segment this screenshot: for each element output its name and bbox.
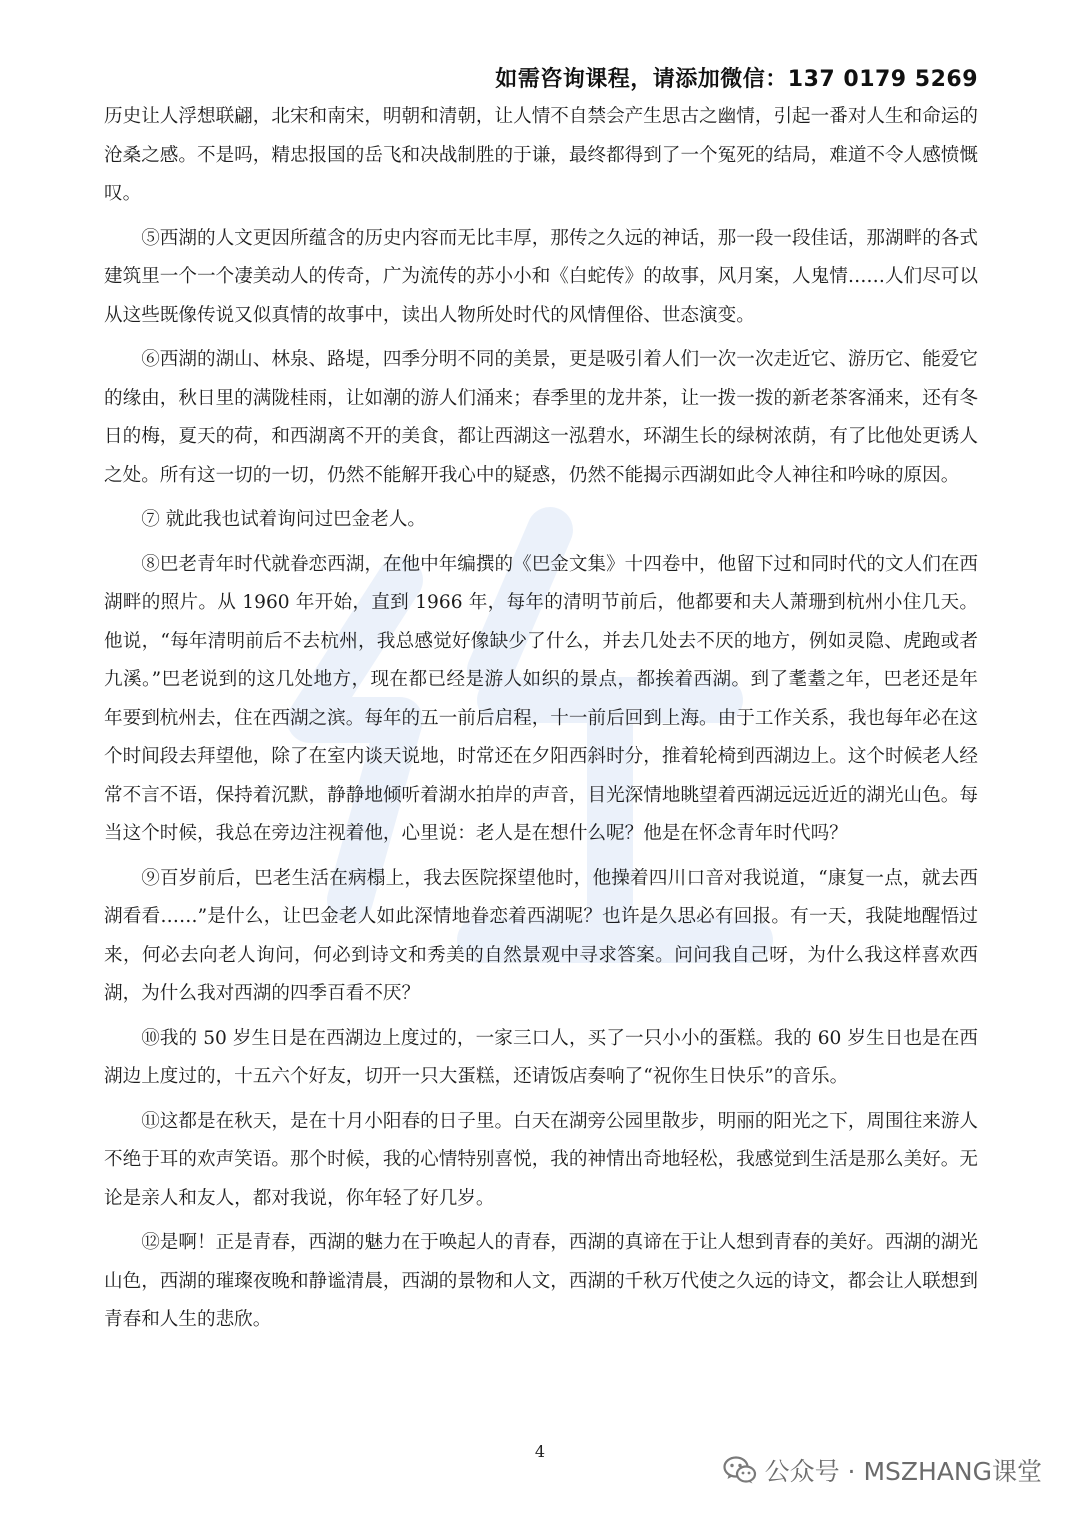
paragraph-11: ⑪这都是在秋天，是在十月小阳春的日子里。白天在湖旁公园里散步，明丽的阳光之下，周围往来游人不绝于耳的欢声笑语。那个时候，我的心情特别喜悦，我的神情出奇地轻松，我感觉到生活是那么美好。无论是亲人和友人，都对我说，你年轻了好几岁。 <box>104 1110 978 1209</box>
paragraph-12: ⑫是啊！正是青春，西湖的魅力在于唤起人的青春，西湖的真谛在于让人想到青春的美好。西湖的湖光山色，西湖的璀璨夜晚和静谧清晨，西湖的景物和人文，西湖的千秋万代使之久远的诗文，都会让人联想到青春和人生的悲欣。 <box>104 1232 978 1330</box>
article-body <box>104 98 978 1346</box>
paragraph-6: ⑥西湖的湖山、林泉、路堤，四季分明不同的美景，更是吸引着人们一次一次走近它、游历它、能爱它的缘由，秋日里的满陇桂雨，让如潮的游人们涌来；春季里的龙井茶，让一拨一拨的新老茶客涌来，还有冬日的梅，夏天的荷，和西湖离不开的美食，都让西湖这一泓碧水，环湖生长的绿树浓荫，有了比他处更诱人之处。所有这一切的一切，仍然不能解开我心中的疑惑，仍然不能揭示西湖如此令人神往和吟咏的原因。 <box>104 349 978 486</box>
footer-brand <box>723 1452 1042 1488</box>
paragraph-8: ⑧巴老青年时代就眷恋西湖，在他中年编撰的《巴金文集》十四卷中，他留下过和同时代的文人们在西湖畔的照片。从 1960 年开始，直到 1966 年，每年的清明节前后，他都要和夫人萧珊到杭州小住几天。他说，“每年清明前后不去杭州，我总感觉好像缺少了什么，并去几处去不厌的地方，例如灵隐、虎跑或者九溪。”巴老说到的这几处地方，现在都已经是游人如织的景点，都挨着西湖。到了耄耋之年，巴老还是年年要到杭州去，住在西湖之滨。每年的五一前后启程，十一前后回到上海。由于工作关系，我也每年必在这个时间段去拜望他，除了在室内谈天说地，时常还在夕阳西斜时分，推着轮椅到西湖边上。这个时候老人经常不言不语，保持着沉默，静静地倾听着湖水拍岸的声音，目光深情地眺望着西湖远远近近的湖光山色。每当这个时候，我总在旁边注视着他，心里说：老人是在想什么呢？他是在怀念青年时代吗？ <box>104 553 978 844</box>
page-number: 4 <box>534 1442 546 1461</box>
footer-brand-label: 公众号 · MSZHANG课堂 <box>764 1457 1042 1486</box>
paragraph-9: ⑨百岁前后，巴老生活在病榻上，我去医院探望他时，他操着四川口音对我说道，“康复一点，就去西湖看看……”是什么，让巴金老人如此深情地眷恋着西湖呢？也许是久思必有回报。有一天，我陡地醒悟过来，何必去向老人询问，何必到诗文和秀美的自然景观中寻求答案。问问我自己呀，为什么我这样喜欢西湖，为什么我对西湖的四季百看不厌？ <box>104 867 978 1004</box>
wechat-icon <box>723 1455 757 1485</box>
paragraph-continuation: 历史让人浮想联翩，北宋和南宋，明朝和清朝，让人情不自禁会产生思古之幽情，引起一番对人生和命运的沧桑之感。不是吗，精忠报国的岳飞和决战制胜的于谦，最终都得到了一个冤死的结局，难道不令人感愤慨叹。 <box>104 106 978 204</box>
paragraph-7: ⑦ 就此我也试着询问过巴金老人。 <box>141 509 427 530</box>
header-contact: 如需咨询课程，请添加微信：137 0179 5269 <box>495 67 978 92</box>
paragraph-10: ⑩我的 50 岁生日是在西湖边上度过的，一家三口人，买了一只小小的蛋糕。我的 60 岁生日也是在西湖边上度过的，十五六个好友，切开一只大蛋糕，还请饭店奏响了“祝你生日快乐”的音乐。 <box>104 1027 978 1087</box>
paragraph-5: ⑤西湖的人文更因所蕴含的历史内容而无比丰厚，那传之久远的神话，那一段一段佳话，那湖畔的各式建筑里一个一个凄美动人的传奇，广为流传的苏小小和《白蛇传》的故事，风月案，人鬼情……人们尽可以从这些既像传说又似真情的故事中，读出人物所处时代的风情俚俗、世态演变。 <box>104 227 978 326</box>
